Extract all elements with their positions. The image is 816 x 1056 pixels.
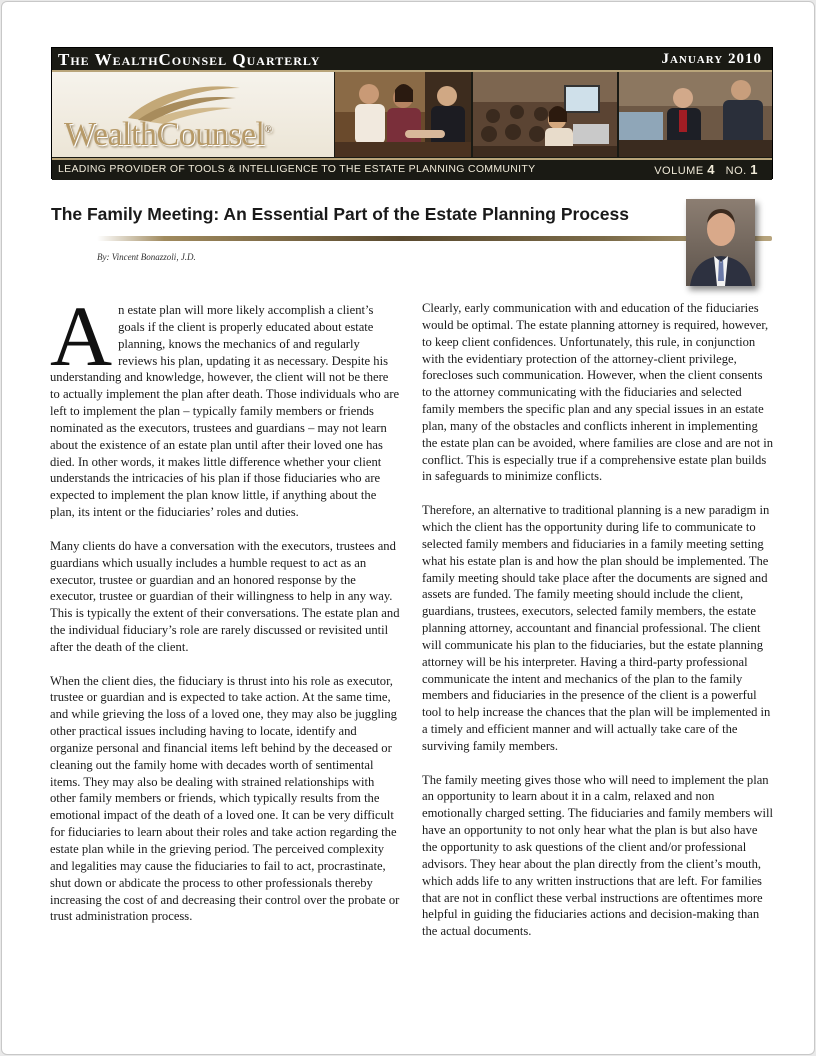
logo-wordmark: WealthCounsel®	[64, 116, 272, 153]
paragraph-4: Clearly, early communication with and education of the fiduciaries would be optimal. The estate planning attorney is required, however, to keep client confidences. Unfortunately, this rule, in conjunction with the evidentiary protection of the attorney-client privilege, forecloses such communication. However, when the client consents to the attorney communicating with the fiduciaries and selected family members the specific plan and any special issues in an estate plan, many of the obstacles and conflicts inherent in implementing the estate plan can be avoided, where families are close and are not in conflict. This is especially true if a comprehensive estate plan builds in safeguards to minimize conflicts.	[422, 301, 774, 484]
masthead-top-bar	[52, 48, 772, 72]
paragraph-1: An estate plan will more likely accomplish a client’s goals if the client is properly educated about estate planning, knows the mechanics of and regularly reviews his plan, updating it as necessary. Despite his understanding and knowledge, however, the client will not be there to actually implement the plan after death. Those individuals who are left to implement the plan – typically family members or friends nominated as the executors, trustees and guardians – may not learn about the existence of an estate plan until after their loved one has died. In other words, it makes little difference whether your client understands the intricacies of his plan if those fiduciaries who are expected to implement the plan know little, if anything about the plan, its intent or the fiduciaries’ roles and duties.	[50, 288, 400, 520]
author-portrait-icon	[686, 199, 755, 286]
issue-date: January 2010	[661, 51, 762, 67]
author-photo	[686, 199, 755, 286]
article-column-left	[50, 288, 400, 942]
newsletter-title: The WealthCounsel Quarterly	[58, 50, 321, 69]
masthead-photo-business	[619, 72, 772, 157]
paragraph-6: The family meeting gives those who will need to implement the plan an opportunity to learn about it in a calm, relaxed and non emotionally charged setting. The fiduciaries and family members will have an opportunity to not only hear what the plan is but also have the opportunity to ask questions of the client and/or professional advisors. They hear about the plan directly from the client’s mouth, which adds life to any written instructions that are left. For families that are not in conflict these verbal instructions are oftentimes more helpful in guiding the fiduciaries actions and decision-making than the actual documents.	[422, 772, 774, 939]
article-byline: By: Vincent Bonazzoli, J.D.	[97, 252, 196, 262]
article-column-right	[422, 300, 774, 957]
business-photo-icon	[619, 72, 772, 157]
masthead	[51, 47, 773, 179]
volume-issue: VOLUME 4 NO. 1	[654, 162, 758, 177]
title-divider	[97, 236, 772, 241]
newsletter-page	[1, 1, 815, 1055]
paragraph-5: Therefore, an alternative to traditional planning is a new paradigm in which the client has the opportunity during life to communicate to selected family members and fiduciaries in a family meeting setting what his estate plan is and how the plan should be implemented. The family meeting should take place after the documents are signed and assets are funded. The family meeting should include the client, guardians, trustees, executors, selected family members, the estate planning attorney, accountant and financial professional. The client will communicate his plan to the fiduciaries, but the estate planning attorney will be his interpreter. Having a third-party professional communicate the intent and mechanics of the plan to the family members and fiduciaries in the presence of the client is a powerful tool to help increase the chances that the plan will be implemented in a timely and efficient manner and will actually take care of the surviving family members.	[422, 503, 771, 753]
tagline: LEADING PROVIDER OF TOOLS & INTELLIGENCE TO THE ESTATE PLANNING COMMUNITY	[58, 163, 536, 175]
masthead-bottom-bar	[52, 158, 772, 180]
article-title: The Family Meeting: An Essential Part of the Estate Planning Process	[51, 204, 629, 224]
drop-cap: A	[50, 288, 113, 384]
meeting-photo-icon	[335, 72, 471, 157]
paragraph-2: Many clients do have a conversation with the executors, trustees and guardians which usually includes a humble request to act as an executor, trustee or guardian and an honored response by the executor, trustee or guardian of their willingness to help in any way. This is typically the extent of their conversations. The estate plan and the individual fiduciary’s role are rarely discussed or revisited until after the death of the client.	[50, 538, 400, 654]
masthead-photo-meeting	[335, 72, 471, 157]
wealthcounsel-logo	[52, 72, 334, 157]
paragraph-3: When the client dies, the fiduciary is thrust into his role as executor, trustee or guardian and is expected to take action. At the same time, and while grieving the loss of a loved one, they may also be juggling other practical issues including having to locate, identify and organize personal and financial items left behind by the deceased or cleaning out the family home with decades worth of sentimental items. They may also be dealing with strained relationships with other family members or friends, which typically results from the emotional impact of the death of a loved one. It can be very difficult for fiduciaries to learn about their roles and take action regarding the estate plan while in the grieving period. The perceived complexity and legalities may cause the fiduciaries to fail to act, procrastinate, shut down or abdicate the process to other professionals thereby increasing the cost of and decreasing their control over the probate or trust administration process.	[50, 673, 400, 924]
masthead-photo-conference	[473, 72, 617, 157]
conference-photo-icon	[473, 72, 617, 157]
